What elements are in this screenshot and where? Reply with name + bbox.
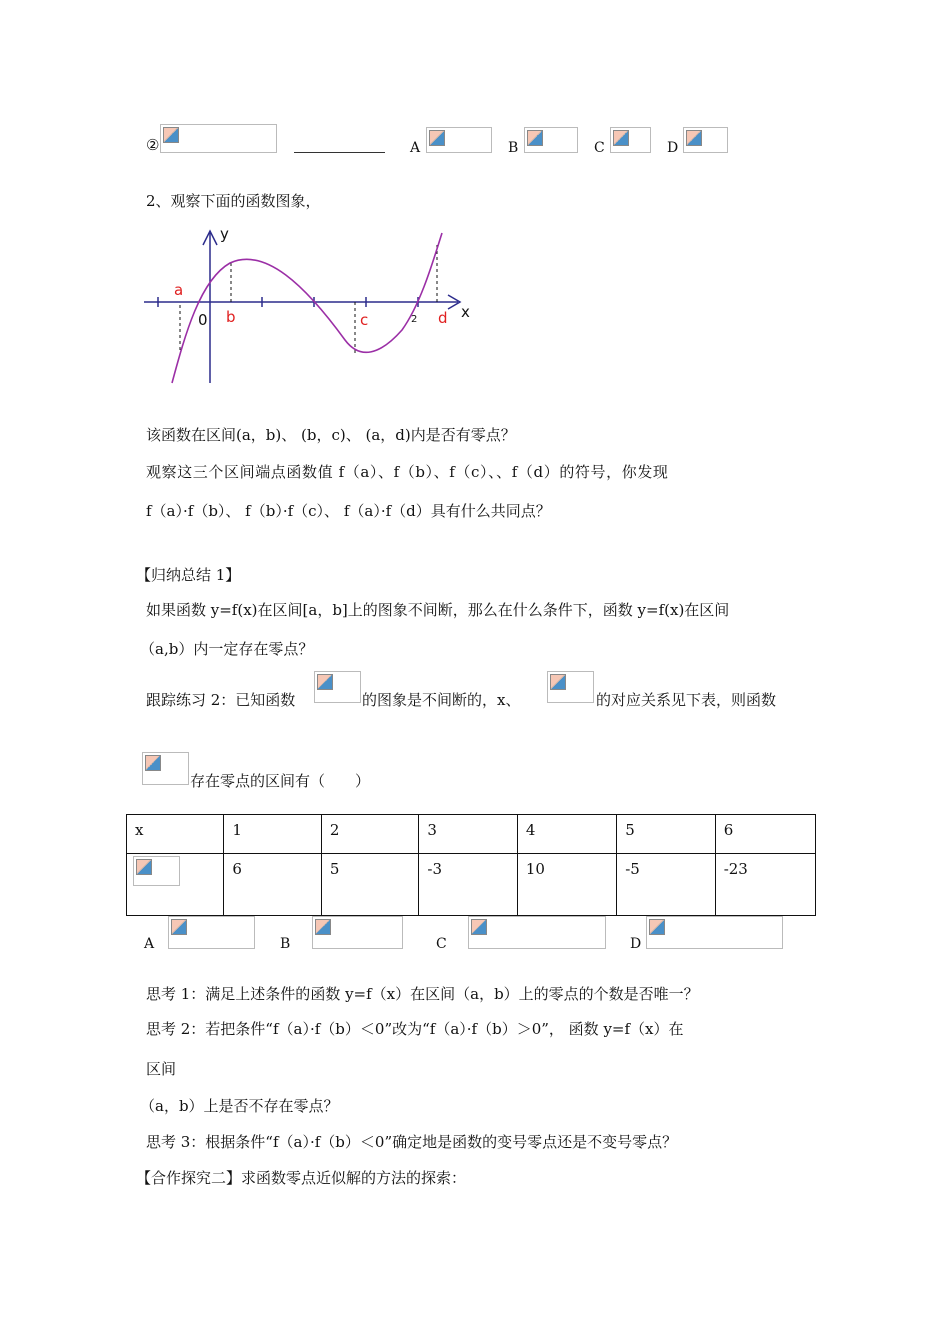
thinking-1: 思考 1：满足上述条件的函数 y=f（x）在区间（a，b）上的零点的个数是否唯一？ xyxy=(146,985,699,1003)
table-cell: 1 xyxy=(224,815,322,854)
tick-label-2: 2 xyxy=(411,314,418,325)
answer-c-label: C xyxy=(436,936,447,952)
table-cell: 5 xyxy=(617,815,715,854)
x-axis-label: x xyxy=(461,303,470,321)
thinking-3: 思考 3：根据条件“f（a）·f（b）＜0”确定地是函数的变号零点还是不变号零点？ xyxy=(146,1133,678,1151)
variable-image xyxy=(547,671,594,703)
dashed-guides xyxy=(180,245,437,353)
question-2-line-1: 该函数在区间(a，b)、 (b，c)、 (a，d)内是否有零点？ xyxy=(146,426,516,444)
option-c-label: C xyxy=(594,140,605,156)
summary-heading: 【归纳总结 1】 xyxy=(136,566,241,584)
fx-image xyxy=(133,856,180,886)
thinking-2-line-1: 思考 2：若把条件“f（a）·f（b）＜0”改为“f（a）·f（b）＞0”， 函数 y=f（x）在 xyxy=(146,1020,684,1038)
table-cell: 6 xyxy=(224,854,322,916)
thinking-2-line-3: （a，b）上是否不存在零点？ xyxy=(140,1097,339,1115)
table-cell: 10 xyxy=(517,854,616,916)
table-cell: -23 xyxy=(715,854,815,916)
answer-c-image xyxy=(468,916,606,949)
table-cell: 5 xyxy=(321,854,419,916)
origin-label: 0 xyxy=(198,311,208,329)
question-2-line-3: f（a）·f（b）、 f（b）·f（c）、 f（a）·f（d）具有什么共同点？ xyxy=(146,502,551,520)
formula-image xyxy=(160,124,277,153)
question-2-prompt: 2、观察下面的函数图象， xyxy=(146,192,321,210)
function-curve xyxy=(172,233,442,383)
option-b-label: B xyxy=(508,140,519,156)
y-axis-label: y xyxy=(220,225,229,243)
question-2-line-2: 观察这三个区间端点函数值 f（a）、f（b）、f（c）、、f（d）的符号，你发现 xyxy=(146,463,669,481)
answer-b-label: B xyxy=(280,936,291,952)
value-table xyxy=(126,814,816,916)
function-image xyxy=(314,671,361,703)
thinking-2-line-2: 区间 xyxy=(146,1060,177,1078)
table-cell: 4 xyxy=(517,815,616,854)
answer-b-image xyxy=(312,916,403,949)
option-b-image xyxy=(524,127,578,153)
table-cell: 3 xyxy=(419,815,517,854)
answer-a-label: A xyxy=(144,936,155,952)
point-label-c: c xyxy=(360,311,369,329)
summary-line-2: （a,b）内一定存在零点？ xyxy=(140,640,314,658)
practice-text-1: 跟踪练习 2：已知函数 xyxy=(146,691,296,709)
point-label-b: b xyxy=(226,308,236,326)
practice-text-3: 的对应关系见下表，则函数 xyxy=(596,691,777,709)
answer-d-image xyxy=(646,916,783,949)
point-label-a: a xyxy=(174,281,184,299)
option-d-image xyxy=(683,127,728,153)
cooperation-heading: 【合作探究二】求函数零点近似解的方法的探索： xyxy=(136,1169,467,1187)
point-label-d: d xyxy=(438,309,448,327)
answer-d-label: D xyxy=(630,936,642,952)
answer-a-image xyxy=(168,916,255,949)
table-row xyxy=(127,854,816,916)
table-cell-image xyxy=(127,854,224,916)
table-row xyxy=(127,815,816,854)
option-c-image xyxy=(610,127,651,153)
table-cell: 2 xyxy=(321,815,419,854)
answer-blank[interactable] xyxy=(294,152,385,153)
function-image-2 xyxy=(142,752,189,785)
table-cell: x xyxy=(127,815,224,854)
option-a-label: A xyxy=(410,140,421,156)
option-d-label: D xyxy=(667,140,679,156)
practice-text-2: 的图象是不间断的，x、 xyxy=(362,691,521,709)
summary-line-1: 如果函数 y=f(x)在区间[a，b]上的图象不间断，那么在什么条件下，函数 y=f(x)在区间 xyxy=(146,601,730,619)
option-a-image xyxy=(426,127,492,153)
practice-text-4: 存在零点的区间有（ ） xyxy=(190,772,371,790)
question-marker: ② xyxy=(146,136,160,154)
function-graph xyxy=(140,225,480,390)
table-cell: -3 xyxy=(419,854,517,916)
table-cell: 6 xyxy=(715,815,815,854)
table-cell: -5 xyxy=(617,854,715,916)
